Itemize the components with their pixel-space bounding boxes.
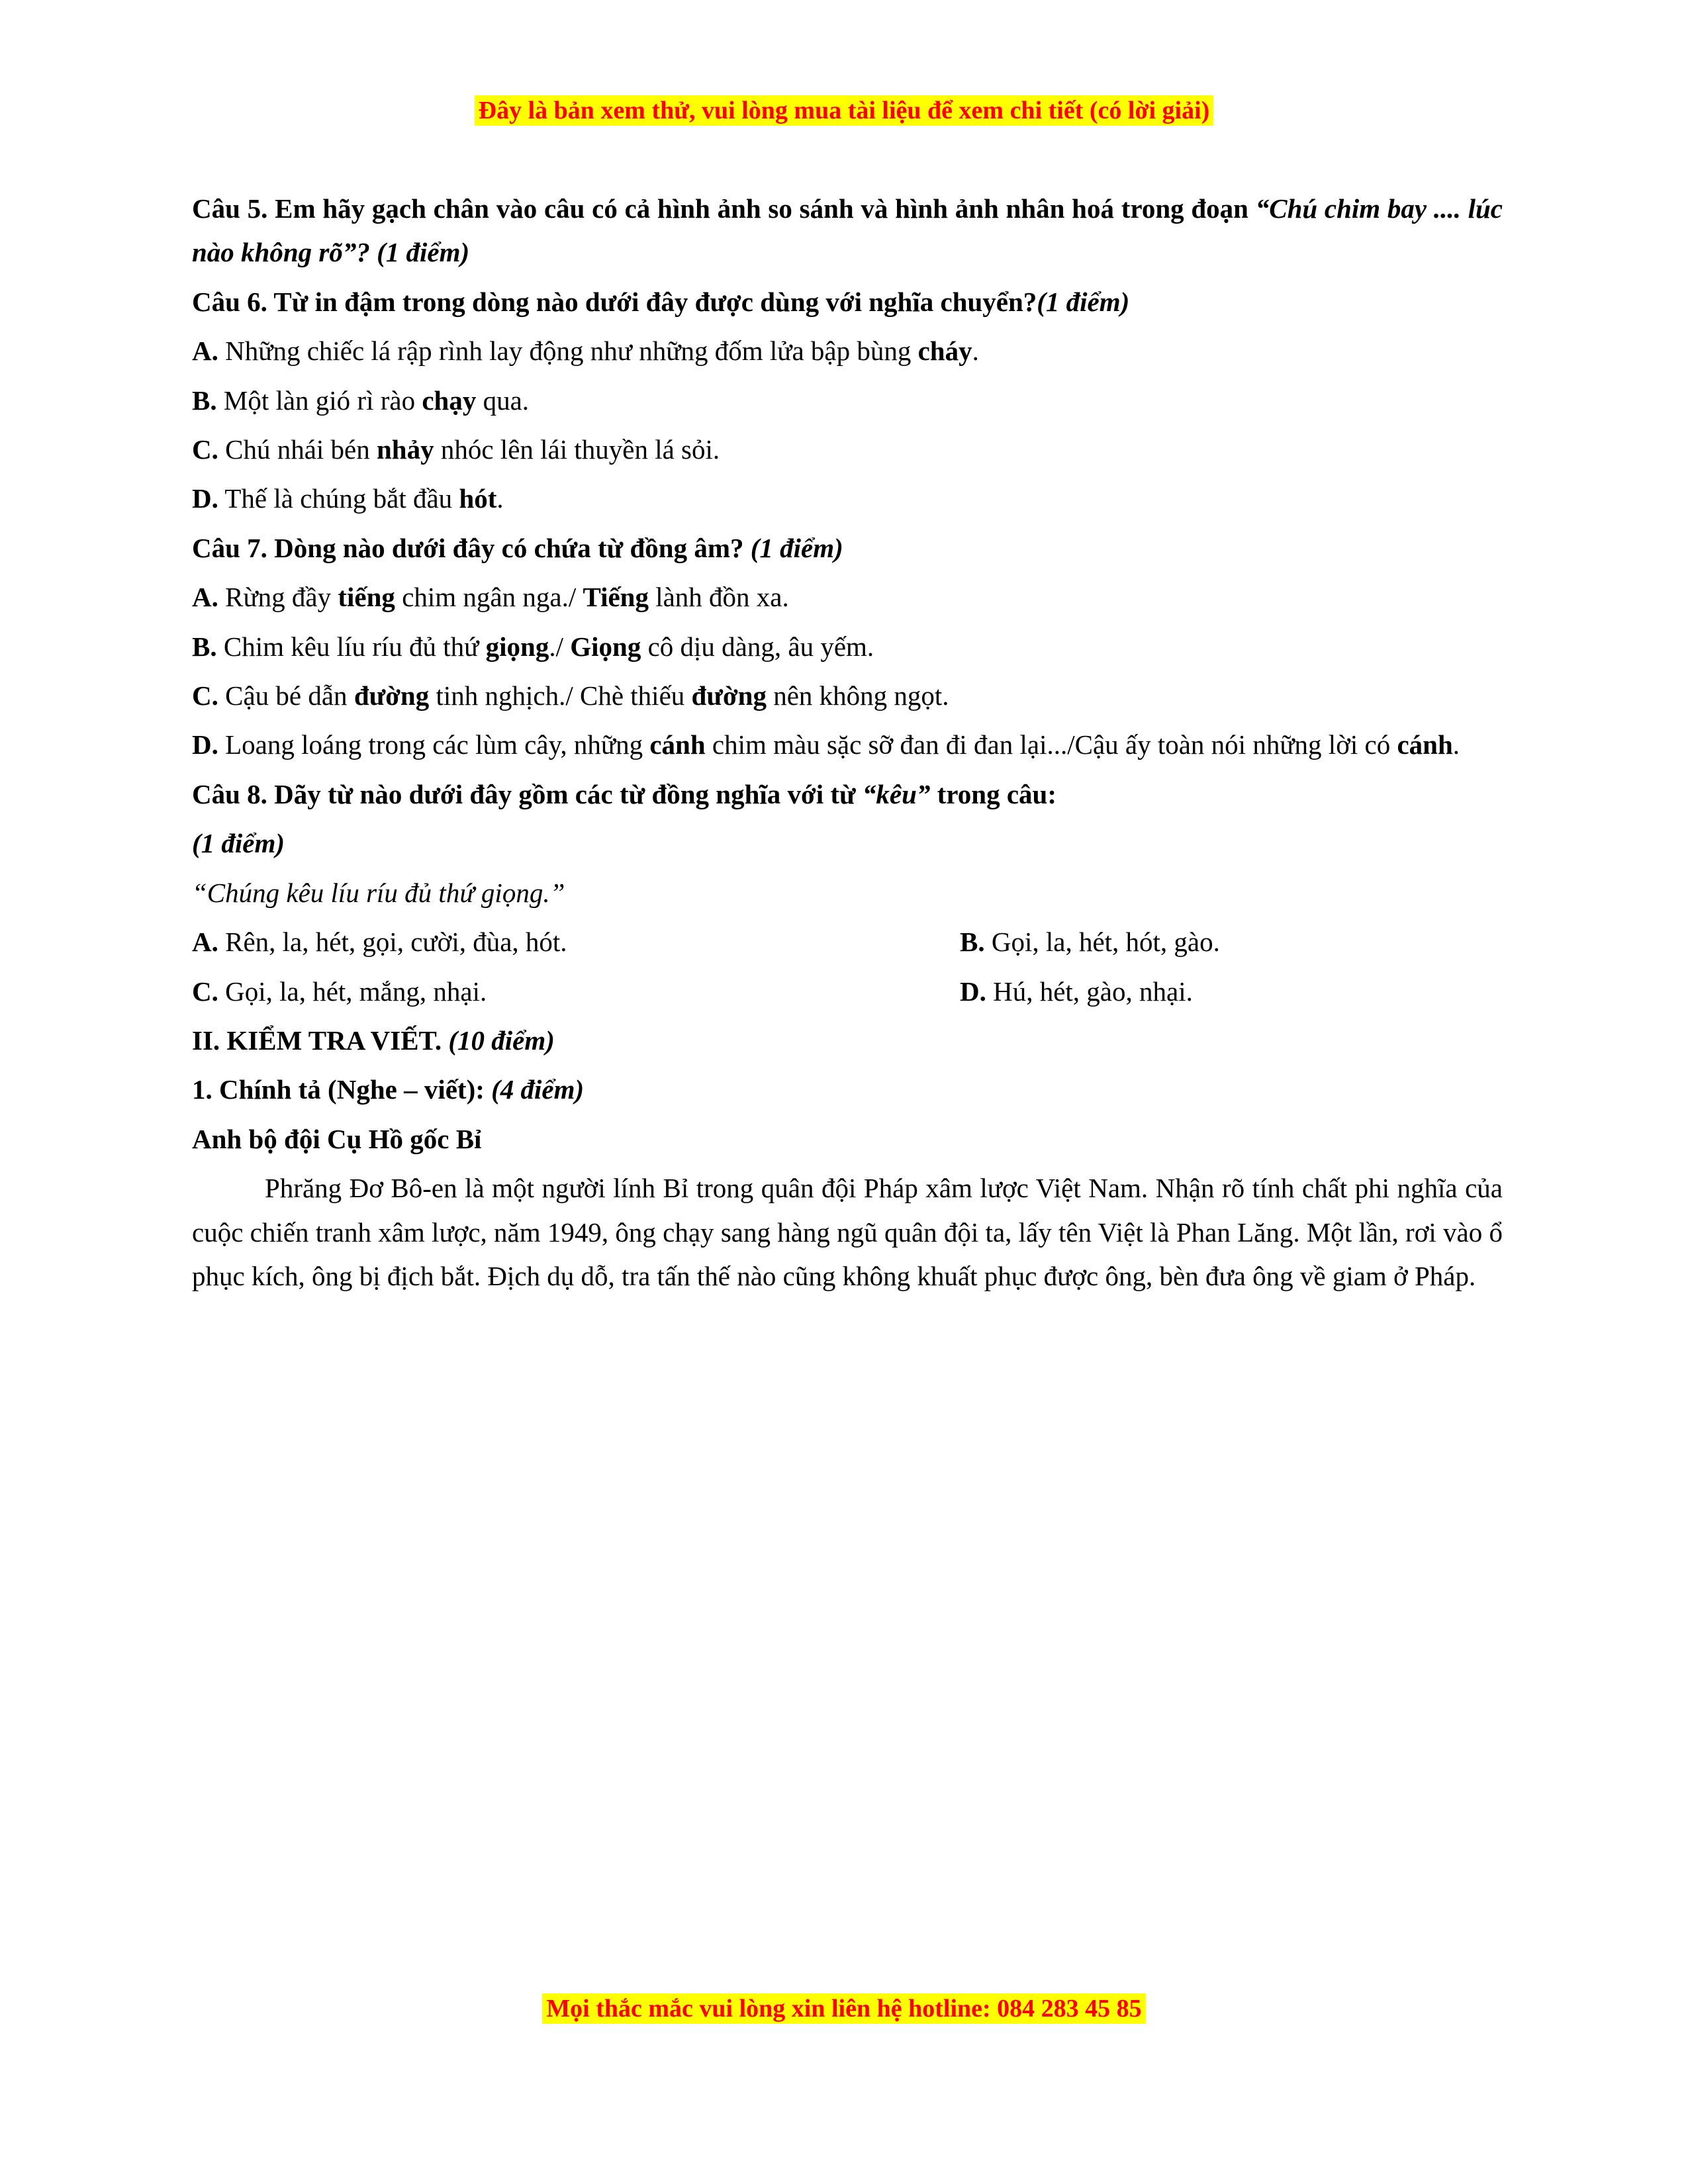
question-8-options-row-2 [192,970,1503,1013]
option-keyword: nhảy [377,434,434,465]
option-keyword: hót [459,483,497,514]
question-7-stem: Dòng nào dưới đây có chứa từ đồng âm? [267,532,751,563]
question-8 [192,772,1503,816]
option-text: Cậu bé dẫn [218,680,354,711]
question-7 [192,526,1503,570]
option-letter: D. [960,976,986,1007]
option-keyword-1: giọng [485,631,549,662]
section-2-points: (10 điểm) [442,1024,555,1056]
option-letter: B. [192,385,217,416]
question-5 [192,187,1503,275]
option-text: Gọi, la, hét, hót, gào. [984,927,1220,958]
option-text-tail: qua. [476,385,530,416]
question-6-stem: Từ in đậm trong dòng nào dưới đây được dùng với nghĩa chuyển? [267,286,1037,317]
option-text: Rừng đầy [218,582,338,613]
option-text: Loang loáng trong các lùm cây, những [218,729,650,760]
option-text: Một làn gió rì rào [216,385,422,416]
option-letter: D. [192,729,218,760]
option-keyword-2: cánh [1397,729,1453,760]
question-6-option-d [192,477,1503,520]
question-7-option-b [192,625,1503,668]
option-text-tail: lành đồn xa. [648,582,789,613]
question-8-label: Câu 8. [192,778,267,809]
section-2-heading-text: II. KIỂM TRA VIẾT. [192,1024,442,1056]
option-letter: D. [192,483,218,514]
question-8-options-row-1 [192,920,1503,964]
option-letter: A. [192,927,218,958]
option-text-tail: . [972,336,979,367]
question-8-quote-text: “Chúng kêu líu ríu đủ thứ giọng.” [192,877,565,908]
option-text: Thế là chúng bắt đầu [218,483,459,514]
option-text: Chim kêu líu ríu đủ thứ [216,631,486,662]
question-7-label: Câu 7. [192,532,267,563]
task-1-heading-text: 1. Chính tả (Nghe – viết): [192,1074,485,1105]
question-6-option-c [192,428,1503,471]
option-text: Rên, la, hét, gọi, cười, đùa, hót. [218,927,567,958]
option-keyword-2: Giọng [570,631,641,662]
option-letter: C. [192,680,218,711]
question-8-stem-tail: trong câu: [930,778,1056,809]
option-keyword-1: cánh [649,729,706,760]
option-text-tail: . [496,483,504,514]
option-text-mid: chim màu sặc sỡ đan đi đan lại.../Cậu ấy toàn nói những lời có [705,729,1397,760]
question-8-points-text: (1 điểm) [192,828,285,859]
option-text: Chú nhái bén [218,434,377,465]
question-8-option-c [192,970,960,1013]
preview-notice-banner [0,95,1688,127]
section-2-heading [192,1019,1503,1062]
option-text: Hú, hét, gào, nhại. [986,976,1193,1007]
task-1-points: (4 điểm) [484,1074,585,1105]
question-5-quote: “Chú chim bay .... lúc nào không rõ”? (1 điểm) [192,193,1503,268]
question-5-stem: Em hãy gạch chân vào câu có cả hình ảnh so sánh và hình ảnh nhân hoá trong đoạn [267,193,1256,224]
option-text-mid: ./ [549,631,571,662]
option-keyword-2: Tiếng [583,582,649,613]
question-8-keyword: “kêu” [862,778,931,809]
option-letter: C. [192,434,218,465]
option-keyword-2: đường [691,680,767,711]
passage-paragraph: Phrăng Đơ Bô-en là một người lính Bỉ trong quân đội Pháp xâm lược Việt Nam. Nhận rõ tính chất phi nghĩa của cuộc chiến tranh xâm lược, năm 1949, ông chạy sang hàng ngũ quân đội ta, lấy tên Việt là Phan Lăng. Một lần, rơi vào ổ phục kích, ông bị địch bắt. Địch dụ dỗ, tra tấn thế nào cũng không khuất phục được ông, bèn đưa ông về giam ở Pháp. [192,1173,1503,1291]
preview-notice-text: Đây là bản xem thử, vui lòng mua tài liệu để xem chi tiết (có lời giải) [475,95,1214,126]
option-text-tail: nhóc lên lái thuyền lá sỏi. [434,434,720,465]
question-8-points [192,821,1503,865]
question-6-points: (1 điểm) [1037,286,1130,317]
option-keyword-1: tiếng [338,582,395,613]
passage-title [192,1117,1503,1161]
passage-block [192,1166,1503,1298]
question-8-option-d [960,970,1503,1013]
question-6-option-b [192,379,1503,422]
option-keyword: chạy [422,385,477,416]
option-keyword: cháy [917,336,972,367]
question-8-option-b [960,920,1503,964]
hotline-text: Mọi thắc mắc vui lòng xin liên hệ hotline: 084 283 45 85 [542,1993,1145,2024]
question-8-option-a [192,920,960,964]
question-7-option-d [192,723,1503,766]
option-letter: B. [960,927,985,958]
question-7-points: (1 điểm) [750,532,843,563]
question-7-option-c [192,674,1503,717]
option-text: Gọi, la, hét, mắng, nhại. [218,976,487,1007]
option-letter: A. [192,336,218,367]
option-text-tail: cô dịu dàng, âu yếm. [641,631,874,662]
option-letter: A. [192,582,218,613]
question-7-option-a [192,575,1503,619]
question-8-quote [192,871,1503,915]
hotline-banner [0,1993,1688,2025]
option-text-tail: . [1452,729,1460,760]
option-keyword-1: đường [353,680,430,711]
option-text-mid: tinh nghịch./ Chè thiếu [429,680,692,711]
option-text-tail: nên không ngọt. [766,680,949,711]
option-text: Những chiếc lá rập rình lay động như những đốm lửa bập bùng [218,336,918,367]
question-6-label: Câu 6. [192,286,267,317]
question-5-label: Câu 5. [192,193,268,224]
task-1-heading [192,1068,1503,1111]
option-text-mid: chim ngân nga./ [395,582,583,613]
passage-title-text: Anh bộ đội Cụ Hồ gốc Bỉ [192,1123,482,1154]
option-letter: C. [192,976,218,1007]
question-8-stem: Dãy từ nào dưới đây gồm các từ đồng nghĩa với từ [267,778,863,809]
question-6-option-a [192,329,1503,373]
option-letter: B. [192,631,217,662]
question-6 [192,280,1503,324]
document-body [192,187,1503,1302]
